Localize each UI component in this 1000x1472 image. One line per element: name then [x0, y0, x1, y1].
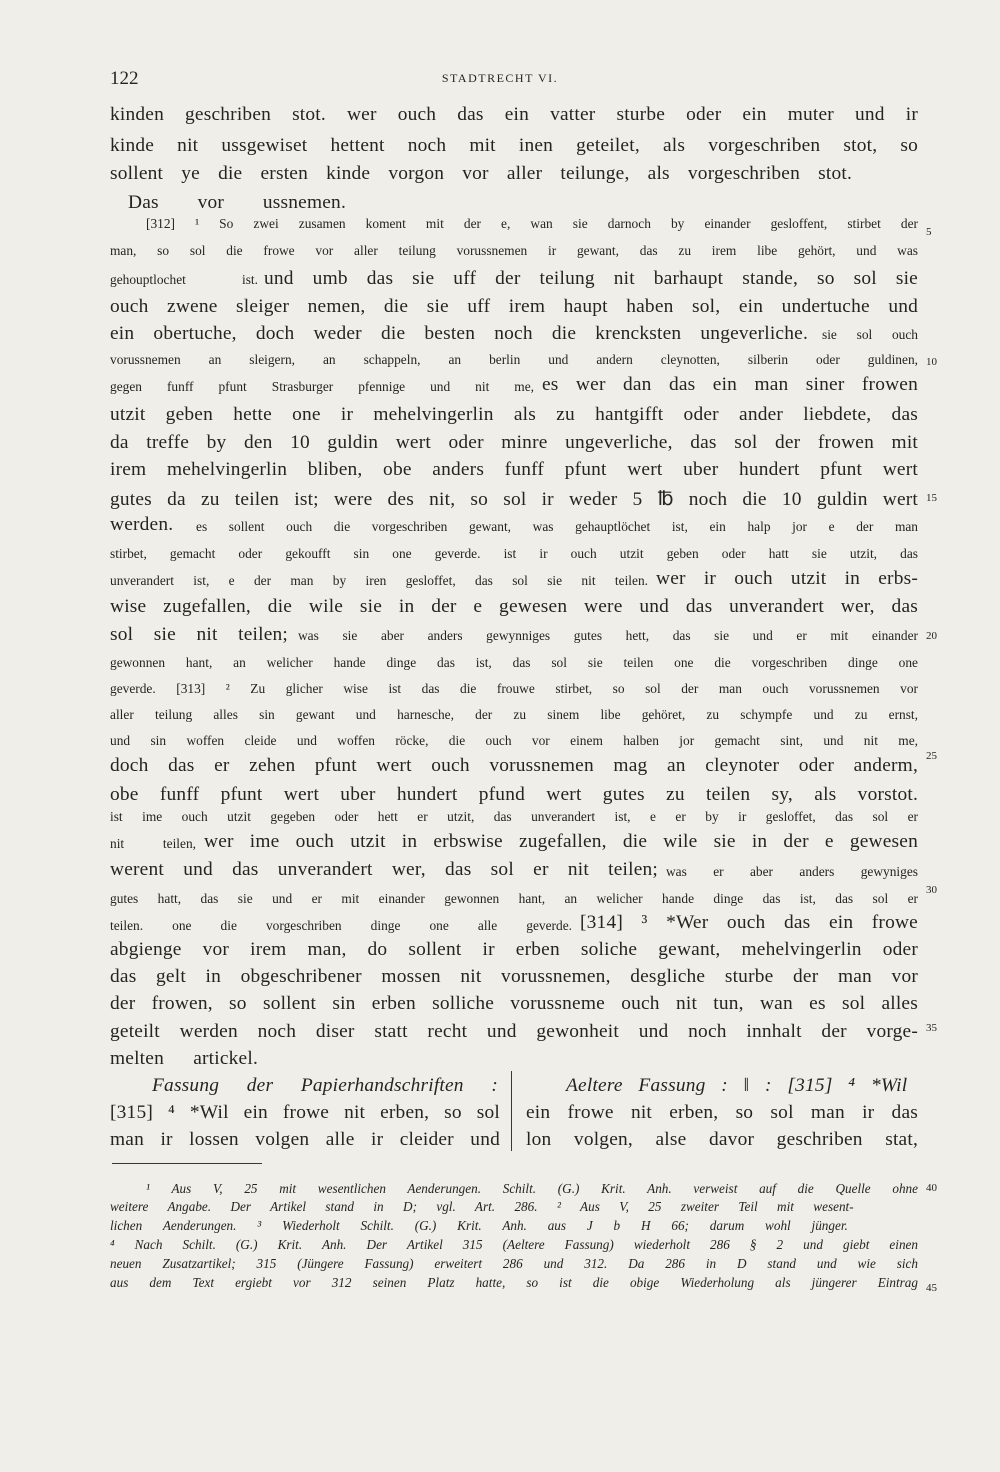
text-line: da treffe by den 10 guldin wert oder minre ungeverliche, das sol der frowen mit: [110, 432, 918, 453]
text-line: es sollent ouch die vorgeschriben gewant, was gehauptlöchet ist, ein halp jor e der man: [196, 519, 918, 534]
text-line: gutes hatt, das sie und er mit einander gewonnen hant, an welicher hande dinge das ist, das sol er: [110, 891, 918, 906]
margin-line-number: 25: [926, 750, 937, 762]
text-line: der frowen, so sollent sin erben solliche vorussneme ouch nit tun, wan es sol alles: [110, 993, 918, 1014]
text-line: [314] ³ *Wer ouch das ein frowe: [580, 912, 918, 933]
text-line: [315] ⁴ *Wil ein frowe nit erben, so sol: [110, 1102, 500, 1123]
margin-line-number: 20: [926, 630, 937, 642]
footnote-line: aus dem Text ergiebt vor 312 seinen Platz hatte, so ist die obige Wiederholung als jüngerer Eintrag: [110, 1275, 918, 1290]
text-line: melten artickel.: [110, 1048, 258, 1069]
text-line: und umb das sie uff der teilung nit barhaupt stande, so sol sie: [264, 268, 918, 289]
margin-line-number: 40: [926, 1182, 937, 1194]
text-line: es wer dan das ein man siner frowen: [542, 374, 918, 395]
text-line: wise zugefallen, die wile sie in der e gewesen were und das unverandert wer, das: [110, 596, 918, 617]
footnote-line: lichen Aenderungen. ³ Wiederholt Schilt. (G.) Krit. Anh. aus J b H 66; darum wohl jünger.: [110, 1218, 848, 1233]
text-line: ist ime ouch utzit gegeben oder hett er utzit, das unverandert ist, e er by ir gesloffet, das sol er: [110, 809, 918, 824]
text-line: abgienge vor irem man, do sollent ir erben soliche gewant, mehelvingerlin oder: [110, 939, 918, 960]
text-line: geverde. [313] ² Zu glicher wise ist das die frouwe stirbet, so sol der man ouch vorussnemen vor: [110, 681, 918, 696]
text-line: kinden geschriben stot. wer ouch das ein vatter sturbe oder ein muter und ir: [110, 104, 918, 125]
margin-line-number: 5: [926, 226, 932, 238]
text-line: werden.: [110, 514, 174, 535]
text-line: aller teilung alles sin gewant und harnesche, der zu sinem libe gehöret, zu schympfe und zu ernst,: [110, 707, 918, 722]
footnote-line: neuen Zusatzartikel; 315 (Jüngere Fassung) erweitert 286 und 312. Da 286 in D stand und wie sich: [110, 1256, 918, 1271]
text-line: utzit geben hette one ir mehelvingerlin als zu hantgifft oder ander liebdete, das: [110, 404, 918, 425]
text-line: nit teilen,: [110, 836, 196, 851]
text-line: gehouptlochet ist.: [110, 272, 258, 287]
footnote-line: ¹ Aus V, 25 mit wesentlichen Aenderungen. Schilt. (G.) Krit. Anh. verweist auf die Quelle ohne: [146, 1181, 918, 1196]
text-line: sollent ye die ersten kinde vorgon vor aller teilunge, als vorgeschriben stot.: [110, 163, 852, 184]
text-line: was er aber anders gewyniges: [666, 864, 918, 879]
text-line: Fassung der Papierhandschriften :: [152, 1075, 498, 1096]
column-divider: [511, 1071, 512, 1151]
margin-line-number: 45: [926, 1282, 937, 1294]
page-number: 122: [110, 68, 139, 89]
text-line: gegen funff pfunt Strasburger pfennige und nit me,: [110, 379, 534, 394]
margin-line-number: 15: [926, 492, 937, 504]
text-line: sol sie nit teilen;: [110, 624, 288, 645]
text-line: doch das er zehen pfunt wert ouch vorussnemen mag an cleynoter oder anderm,: [110, 755, 918, 776]
text-line: ein frowe nit erben, so sol man ir das: [526, 1102, 918, 1123]
text-line: Das vor ussnemen.: [128, 192, 346, 213]
text-line: geteilt werden noch diser statt recht und gewonheit und noch innhalt der vorge-: [110, 1021, 918, 1042]
text-line: wer ir ouch utzit in erbs-: [656, 568, 918, 589]
text-line: man ir lossen volgen alle ir cleider und: [110, 1129, 500, 1150]
running-head: STADTRECHT VI.: [441, 71, 559, 85]
text-line: kinde nit ussgewiset hettent noch mit inen geteilet, als vorgeschriben stot, so: [110, 135, 918, 156]
text-line: werent und das unverandert wer, das sol er nit teilen;: [110, 859, 658, 880]
footnote-rule: [112, 1163, 262, 1164]
text-line: gutes da zu teilen ist; were des nit, so sol ir weder 5 ℔ noch die 10 guldin wert: [110, 489, 918, 510]
margin-line-number: 30: [926, 884, 937, 896]
text-line: das gelt in obgeschribener mossen nit vorussnemen, desgliche sturbe der man vor: [110, 966, 918, 987]
text-line: man, so sol die frowe vor aller teilung vorussnemen ir gewant, das zu irem libe gehört, und was: [110, 243, 918, 258]
text-line: stirbet, gemacht oder gekoufft sin one geverde. ist ir ouch utzit geben oder hatt sie utzit, das: [110, 546, 918, 561]
margin-line-number: 10: [926, 356, 937, 368]
text-line: teilen. one die vorgeschriben dinge one alle geverde.: [110, 918, 572, 933]
text-line: gewonnen hant, an welicher hande dinge das ist, das sol sie teilen one die vorgeschriben dinge one: [110, 655, 918, 670]
text-line: ouch zwene sleiger nemen, die sie uff irem haupt haben sol, ein undertuche und: [110, 296, 918, 317]
text-line: was sie aber anders gewynniges gutes hett, das sie und er mit einander: [298, 628, 918, 643]
text-line: wer ime ouch utzit in erbswise zugefallen, die wile sie in der e gewesen: [204, 831, 918, 852]
footnote-line: ⁴ Nach Schilt. (G.) Krit. Anh. Der Artikel 315 (Aeltere Fassung) wiederholt 286 § 2 und giebt einen: [110, 1237, 918, 1252]
text-line: Aeltere Fassung : ‖ : [315] ⁴ *Wil: [566, 1075, 908, 1096]
text-line: [312] ¹ So zwei zusamen koment mit der e, wan sie darnoch by einander gesloffent, stirbet der: [146, 216, 918, 231]
text-line: ein obertuche, doch weder die besten noch die krencksten ungeverliche.: [110, 323, 808, 344]
text-line: irem mehelvingerlin bliben, obe anders funff pfunt wert uber hundert pfunt wert: [110, 459, 918, 480]
margin-line-number: 35: [926, 1022, 937, 1034]
text-line: obe funff pfunt wert uber hundert pfund wert gutes zu teilen sy, als vorstot.: [110, 784, 918, 805]
text-line: und sin woffen cleide und woffen röcke, die ouch vor einem halben jor gemacht sint, und nit me,: [110, 733, 918, 748]
text-line: lon volgen, alse davor geschriben stat,: [526, 1129, 918, 1150]
footnote-line: weitere Angabe. Der Artikel stand in D; vgl. Art. 286. ² Aus V, 25 zweiter Teil mit wesent-: [110, 1199, 854, 1214]
text-line: unverandert ist, e der man by iren gesloffet, das sol sie nit teilen.: [110, 573, 648, 588]
text-line: vorussnemen an sleigern, an schappeln, an berlin und andern cleynotten, silberin oder guldinen,: [110, 352, 918, 367]
text-line: sie sol ouch: [822, 327, 918, 342]
